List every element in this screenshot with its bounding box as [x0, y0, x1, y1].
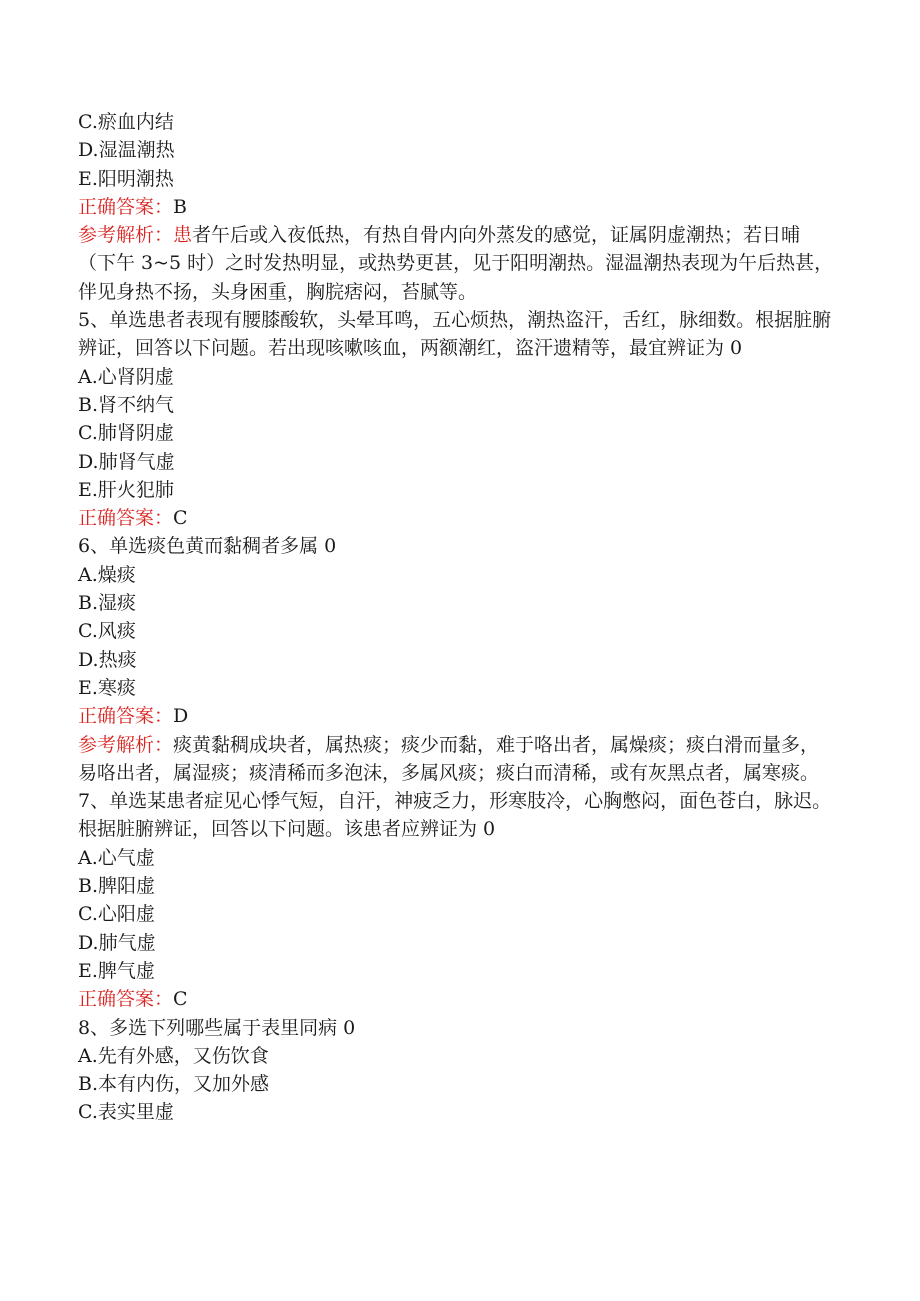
- option-line: B.肾不纳气: [78, 393, 175, 416]
- answer-line: [78, 504, 838, 532]
- option-line: E.脾气虚: [78, 959, 155, 982]
- analysis-paragraph: [78, 221, 838, 306]
- answer-value: C: [173, 507, 188, 530]
- analysis-text: 者午后或入夜低热，有热自骨内向外蒸发的感觉，证属阴虚潮热；若日晡（下午 3~5 时）之时发热明显，或热势更甚，见于阳明潮热。湿温潮热表现为午后热甚，伴见身热不扬，头身困重，胸脘痞闷，苔腻等。: [78, 224, 834, 303]
- option-line: A.心气虚: [78, 846, 155, 869]
- analysis-paragraph: [78, 731, 838, 788]
- option-line: A.心肾阴虚: [78, 365, 174, 388]
- analysis-label: 参考解析：: [78, 733, 174, 756]
- option-line: A.燥痰: [78, 563, 136, 586]
- option-line: C.瘀血内结: [78, 111, 174, 133]
- answer-value: D: [173, 705, 189, 728]
- option-line: A.先有外感，又伤饮食: [78, 1044, 269, 1067]
- question-6: 6、单选痰色黄而黏稠者多属 0: [78, 535, 337, 558]
- option-line: D.肺肾气虚: [78, 450, 175, 473]
- option-line: E.寒痰: [78, 676, 136, 699]
- answer-line: [78, 702, 838, 730]
- option-line: C.表实里虚: [78, 1101, 174, 1124]
- option-line: E.肝火犯肺: [78, 478, 174, 501]
- analysis-label: 参考解析：: [78, 224, 174, 247]
- option-line: D.湿温潮热: [78, 139, 175, 162]
- answer-label: 正确答案：: [78, 988, 174, 1011]
- answer-value: B: [173, 195, 187, 218]
- answer-line: [78, 193, 838, 221]
- analysis-lead: 患: [173, 224, 193, 247]
- analysis-text: 痰黄黏稠成块者，属热痰；痰少而黏，难于咯出者，属燥痰；痰白滑而量多，易咯出者，属湿痰；痰清稀而多泡沫，多属风痰；痰白而清稀，或有灰黑点者，属寒痰。: [78, 733, 820, 784]
- question-8: 8、多选下列哪些属于表里同病 0: [78, 1016, 356, 1039]
- option-line: E.阳明潮热: [78, 167, 174, 190]
- document-body: [78, 108, 838, 1127]
- option-line: B.本有内伤，又加外感: [78, 1073, 270, 1096]
- answer-label: 正确答案：: [78, 507, 174, 530]
- answer-label: 正确答案：: [78, 195, 174, 218]
- option-line: B.脾阳虚: [78, 875, 156, 898]
- option-line: C.心阳虚: [78, 903, 155, 926]
- question-5: 5、单选患者表现有腰膝酸软，头晕耳鸣，五心烦热，潮热盗汗，舌红，脉细数。根据脏腑辨证，回答以下问题。若出现咳嗽咳血，两额潮红，盗汗遗精等，最宜辨证为 0: [78, 309, 832, 360]
- option-line: C.风痰: [78, 620, 136, 643]
- option-line: D.热痰: [78, 648, 137, 671]
- option-line: B.湿痰: [78, 592, 137, 615]
- option-line: D.肺气虚: [78, 931, 156, 954]
- answer-line: [78, 985, 838, 1013]
- answer-label: 正确答案：: [78, 705, 174, 728]
- answer-value: C: [173, 988, 188, 1011]
- option-line: C.肺肾阴虚: [78, 422, 174, 445]
- question-7: 7、单选某患者症见心悸气短，自汗，神疲乏力，形寒肢冷，心胸憋闷，面色苍白，脉迟。根据脏腑辨证，回答以下问题。该患者应辨证为 0: [78, 790, 832, 841]
